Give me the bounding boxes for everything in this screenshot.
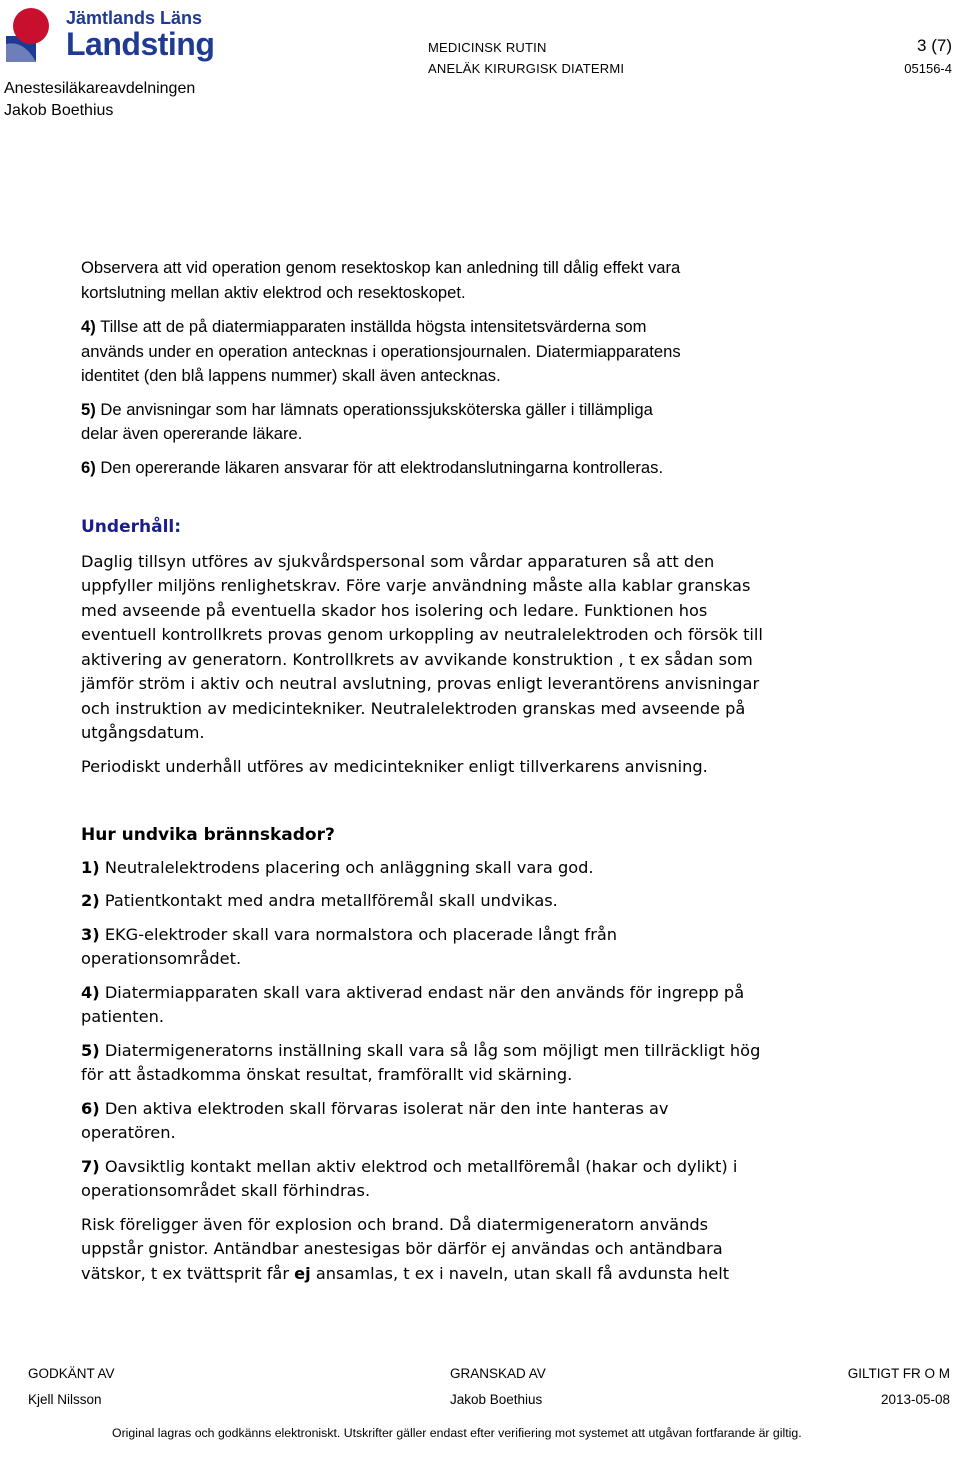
document-body: [81, 256, 881, 1286]
item-number: 3): [81, 924, 100, 944]
risk-paragraph: Risk föreligger även för explosion och brand. Då diatermigeneratorn används uppstår gnistor. Antändbar anestesigas bör därför ej användas och antändbara vätskor, t ex tvättsprit får ej ansamlas, t ex i naveln, utan skall få avdunsta helt: [81, 1214, 730, 1283]
footer-disclaimer: Original lagras och godkänns elektroniskt. Utskrifter gäller endast efter verifiering mot systemet att utgåvan fortfarande är giltig.: [112, 1426, 802, 1440]
department: Anestesiläkareavdelningen: [4, 80, 196, 97]
logo-mark-icon: [4, 4, 68, 66]
item-number: 5): [81, 399, 96, 419]
burns-item: 1) Neutralelektrodens placering och anläggning skall vara god.: [81, 857, 594, 877]
item-4: 4) Tillse att de på diatermiapparaten inställda högsta intensitetsvärderna som används under en operation antecknas i operationsjournalen. Diatermiapparatens identitet (den blå lappens nummer) skall även antecknas.: [81, 317, 681, 385]
logo-text-line2: Landsting: [66, 26, 215, 62]
periodic-maintenance: Periodiskt underhåll utföres av medicintekniker enligt tillverkarens anvisning.: [81, 756, 708, 776]
burns-item: 6) Den aktiva elektroden skall förvaras isolerat när den inte hanteras av operatören.: [81, 1098, 669, 1142]
item-number: 4): [81, 982, 100, 1002]
item-number: 6): [81, 1098, 100, 1118]
item-5: 5) De anvisningar som har lämnats operationssjuksköterska gäller i tillämpliga delar även opererande läkare.: [81, 399, 653, 443]
burns-item: 7) Oavsiktlig kontakt mellan aktiv elektrod och metallföremål (hakar och dylikt) i operationsområdet skall förhindras.: [81, 1156, 738, 1200]
item-number: 7): [81, 1156, 100, 1176]
reviewed-name: Jakob Boethius: [450, 1392, 543, 1407]
author: Jakob Boethius: [4, 102, 114, 119]
approved-label: GODKÄNT AV: [28, 1366, 115, 1381]
valid-from-label: GILTIGT FR O M: [847, 1366, 950, 1381]
reviewed-label: GRANSKAD AV: [450, 1366, 546, 1381]
item-number: 6): [81, 457, 96, 477]
doc-type: MEDICINSK RUTIN: [428, 40, 547, 55]
burns-item: 5) Diatermigeneratorns inställning skall vara så låg som möjligt men tillräckligt hög för att åstadkomma önskat resultat, framförallt vid skärning.: [81, 1040, 761, 1084]
intro-paragraph: Observera att vid operation genom resektoskop kan anledning till dålig effekt vara kortslutning mellan aktiv elektrod och resektoskopet.: [81, 258, 681, 302]
burns-heading: Hur undvika brännskador?: [81, 825, 335, 845]
valid-from-date: 2013-05-08: [880, 1392, 950, 1407]
logo-text-line1: Jämtlands Läns: [66, 8, 203, 28]
maintenance-paragraph: Daglig tillsyn utföres av sjukvårdspersonal som vårdar apparaturen så att den uppfyller miljöns renlighetskrav. Före varje användning måste alla kablar granskas med avseende på eventuella skador hos isolering och ledare. Funktionen hos eventuell kontrollkrets provas genom urkoppling av neutralelektroden och försök till aktivering av generatorn. Kontrollkrets av avvikande konstruktion , t ex sådan som jämför ström i aktiv och neutral avslutning, provas enligt leverantörens anvisningar och instruktion av medicintekniker. Neutralelektroden granskas med avseende på utgångsdatum.: [81, 551, 763, 742]
item-number: 5): [81, 1040, 100, 1060]
maintenance-heading: Underhåll:: [81, 517, 182, 537]
item-number: 1): [81, 857, 100, 877]
burns-item: 2) Patientkontakt med andra metallföremål skall undvikas.: [81, 891, 558, 910]
doc-title: ANELÄK KIRURGISK DIATERMI: [428, 61, 625, 76]
approved-name: Kjell Nilsson: [28, 1392, 102, 1407]
item-number: 2): [81, 891, 100, 910]
doc-number: 05156-4: [904, 61, 952, 76]
burns-item: 4) Diatermiapparaten skall vara aktiverad endast när den används för ingrepp på patienten.: [81, 982, 745, 1026]
item-number: 4): [81, 317, 96, 336]
burns-list: [81, 856, 881, 1204]
landsting-logo: [4, 4, 215, 68]
burns-item: 3) EKG-elektroder skall vara normalstora och placerade långt från operationsområdet.: [81, 924, 618, 968]
item-6: 6) Den opererande läkaren ansvarar för att elektrodanslutningarna kontrolleras.: [81, 457, 664, 477]
page-number: 3 (7): [917, 36, 952, 55]
emphasis-ej: ej: [294, 1263, 311, 1283]
